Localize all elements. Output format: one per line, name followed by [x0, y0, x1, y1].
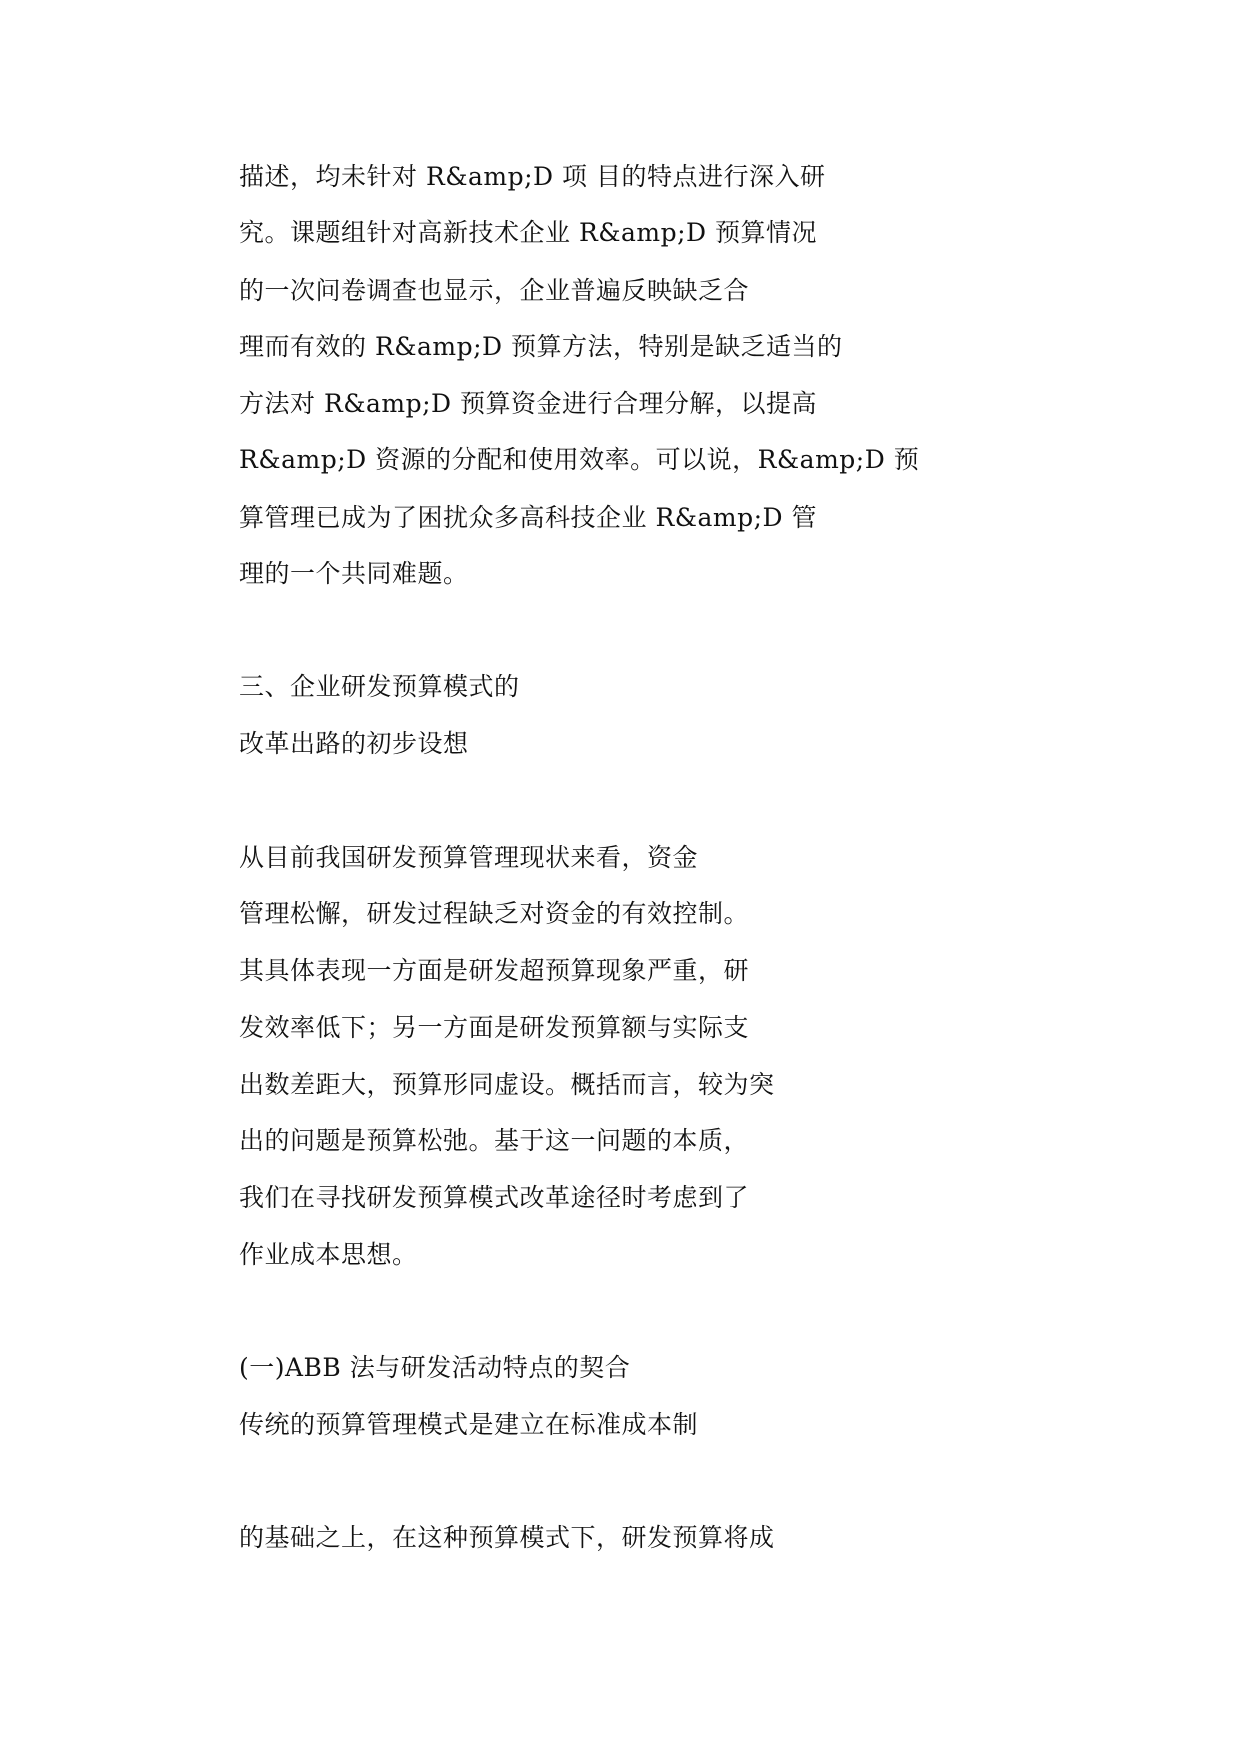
text-line: 理而有效的 R&amp;D 预算方法，特别是缺乏适当的	[239, 332, 843, 361]
text-line: 出的问题是预算松弛。基于这一问题的本质，	[239, 1126, 750, 1155]
subsection-heading: (一)ABB 法与研发活动特点的契合	[239, 1353, 631, 1382]
text-line: 出数差距大，预算形同虚设。概括而言，较为突	[239, 1070, 775, 1099]
text-line: 方法对 R&amp;D 预算资金进行合理分解，以提高	[239, 389, 818, 418]
text-line: 的一次问卷调查也显示，企业普遍反映缺乏合	[239, 276, 750, 305]
text-line: R&amp;D 资源的分配和使用效率。可以说，R&amp;D 预	[239, 445, 920, 474]
text-line: 其具体表现一方面是研发超预算现象严重，研	[239, 956, 750, 985]
text-line: 描述，均未针对 R&amp;D 项 目的特点进行深入研	[239, 162, 826, 191]
text-line: 我们在寻找研发预算模式改革途径时考虑到了	[239, 1183, 750, 1212]
text-line: 作业成本思想。	[239, 1240, 418, 1269]
text-line: 算管理已成为了困扰众多高科技企业 R&amp;D 管	[239, 503, 818, 532]
text-line: 发效率低下；另一方面是研发预算额与实际支	[239, 1013, 750, 1042]
section-heading: 改革出路的初步设想	[239, 729, 469, 758]
text-line: 的基础之上，在这种预算模式下，研发预算将成	[239, 1523, 775, 1552]
text-line: 管理松懈，研发过程缺乏对资金的有效控制。	[239, 899, 750, 928]
text-line: 理的一个共同难题。	[239, 559, 469, 588]
section-heading: 三、企业研发预算模式的	[239, 672, 520, 701]
text-line: 从目前我国研发预算管理现状来看，资金	[239, 843, 699, 872]
text-line: 究。课题组针对高新技术企业 R&amp;D 预算情况	[239, 218, 818, 247]
text-line: 传统的预算管理模式是建立在标准成本制	[239, 1410, 699, 1439]
